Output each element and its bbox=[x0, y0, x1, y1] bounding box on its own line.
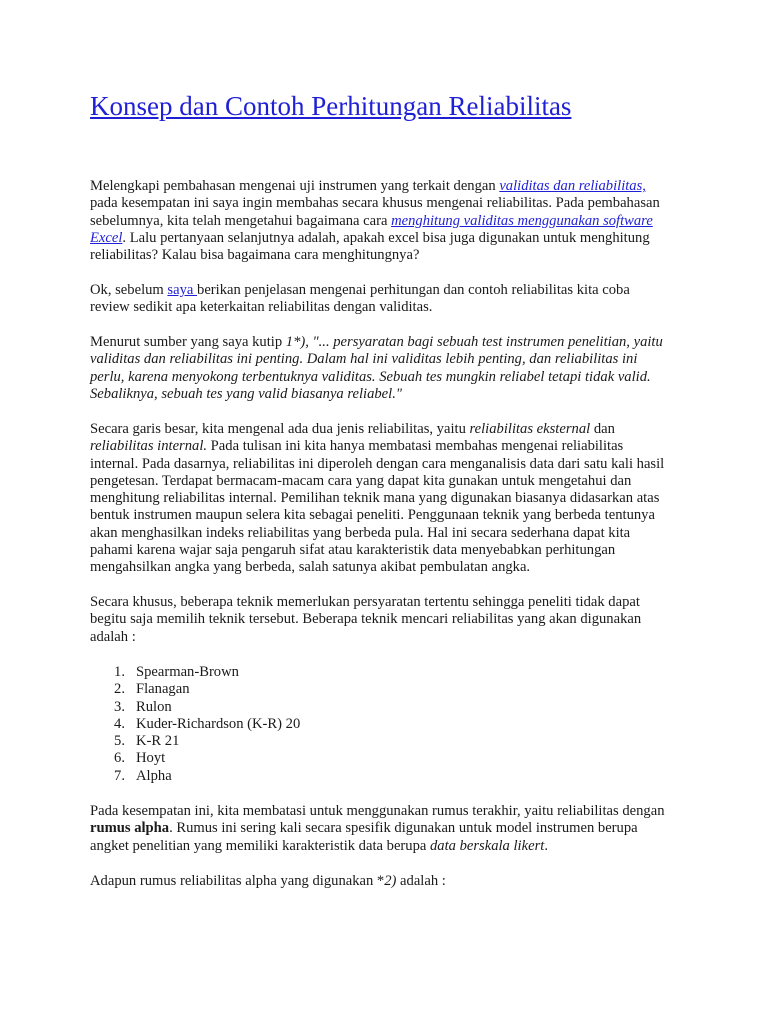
intro-text-4: . Lalu pertanyaan selanjutnya adalah, apakah excel bisa juga digunakan untuk menghitung bbox=[122, 229, 650, 246]
types-line-5: menghitung reliabilitas internal. Pemilihan teknik mana yang digunakan biasanya didasarkan atas bbox=[90, 490, 660, 507]
types-line-7: akan menghasilkan indeks reliabilitas yang berbeda pula. Hal ini secara sederhana dapat kita bbox=[90, 524, 631, 541]
quote-line-4: Sebaliknya, sebuah tes yang valid biasanya reliabel." bbox=[90, 385, 402, 402]
types-line-8: pahami karena wajar saja pengaruh sifat atau karakteristik data menyebabkan perhitungan bbox=[90, 542, 616, 559]
types-tail-1: dan bbox=[590, 421, 615, 437]
link-saya[interactable]: saya bbox=[167, 282, 198, 298]
intro-line-5: reliabilitas? Kalau bisa bagaimana cara menghitungnya? bbox=[90, 247, 420, 264]
types-text-2: Pada tulisan ini kita hanya membatasi membahas mengenai reliabilitas bbox=[207, 438, 624, 455]
types-line-6: bentuk instrumen maupun selera kita sebagai peneliti. Penggunaan teknik yang berbeda tentunya bbox=[90, 507, 655, 524]
types-text-1: Secara garis besar, kita mengenal ada dua jenis reliabilitas, yaitu bbox=[90, 421, 470, 437]
page-title[interactable]: Konsep dan Contoh Perhitungan Reliabilitas bbox=[90, 91, 572, 121]
term-reliabilitas-internal: reliabilitas internal. bbox=[90, 438, 208, 455]
intro-text-3: sebelumnya, kita telah mengetahui bagaimana cara bbox=[90, 212, 392, 229]
intro-line-2: pada kesempatan ini saya ingin membahas secara khusus mengenai reliabilitas. Pada pembahasan bbox=[90, 195, 660, 212]
alpha-text-3: angket penelitian yang memiliki karakteristik data berupa bbox=[90, 837, 430, 854]
formula-text-b: adalah : bbox=[396, 873, 446, 889]
alpha-tail-3: . bbox=[544, 837, 548, 854]
formula-ref: 2) bbox=[384, 873, 397, 889]
link-menghitung-validitas[interactable]: menghitung validitas menggunakan software bbox=[391, 212, 653, 229]
formula-text-a: Adapun rumus reliabilitas alpha yang digunakan * bbox=[90, 873, 385, 889]
ok-paragraph bbox=[90, 282, 690, 317]
techniques-intro-paragraph bbox=[90, 594, 690, 646]
quote-line-3: perlu, karena menyokong terbentuknya validitas. Sebuah tes mungkin reliabel tetapi tidak valid. bbox=[90, 368, 651, 385]
alpha-line-1: Pada kesempatan ini, kita membatasi untuk menggunakan rumus terakhir, yaitu reliabilitas dengan bbox=[90, 803, 665, 819]
ok-text-a: Ok, sebelum bbox=[90, 282, 168, 298]
quote-paragraph bbox=[90, 334, 690, 403]
link-excel[interactable]: Excel bbox=[90, 229, 123, 246]
types-line-9: mengahsilkan angka yang berbeda, salah satunya akibat pembulatan angka. bbox=[90, 559, 531, 576]
quote-intro: Menurut sumber yang saya kutip bbox=[90, 334, 286, 350]
term-reliabilitas-eksternal: reliabilitas eksternal bbox=[469, 421, 591, 437]
types-line-4: pengetesan. Terdapat bermacam-macam cara yang dapat kita gunakan untuk mengetahui dan bbox=[90, 472, 632, 489]
alpha-text-2: . Rumus ini sering kali secara spesifik digunakan untuk model instrumen berupa bbox=[169, 820, 638, 837]
techniques-line-3: adalah : bbox=[90, 628, 136, 645]
ok-text-b: berikan penjelasan mengenai perhitungan dan contoh reliabilitas kita coba bbox=[197, 282, 630, 298]
term-rumus-alpha: rumus alpha bbox=[90, 820, 170, 837]
link-validitas-reliabilitas[interactable]: validitas dan reliabilitas, bbox=[499, 178, 646, 194]
intro-paragraph bbox=[90, 178, 690, 264]
reliability-types-paragraph bbox=[90, 421, 690, 577]
quote-line-2: validitas dan reliabilitas ini penting. Dalam hal ini validitas lebih penting, dan reliabilitas ini bbox=[90, 351, 638, 368]
techniques-line-1: Secara khusus, beberapa teknik memerlukan persyaratan tertentu sehingga peneliti tidak dapat bbox=[90, 594, 640, 610]
formula-intro-paragraph bbox=[90, 873, 690, 890]
intro-text: Melengkapi pembahasan mengenai uji instrumen yang terkait dengan bbox=[90, 178, 500, 194]
types-line-3: internal. Pada dasarnya, reliabilitas ini diperoleh dengan cara menganalisis data dari satu kali hasil bbox=[90, 455, 665, 472]
quote-text-1: 1*), "... persyaratan bagi sebuah test instrumen penelitian, yaitu bbox=[285, 334, 663, 350]
term-data-berskala-likert: data berskala likert bbox=[430, 837, 545, 854]
alpha-paragraph bbox=[90, 803, 690, 855]
techniques-line-2: begitu saja memilih teknik tersebut. Beberapa teknik mencari reliabilitas yang akan digunakan bbox=[90, 611, 642, 628]
ok-line-2: review sedikit apa keterkaitan reliabilitas dengan validitas. bbox=[90, 299, 433, 316]
